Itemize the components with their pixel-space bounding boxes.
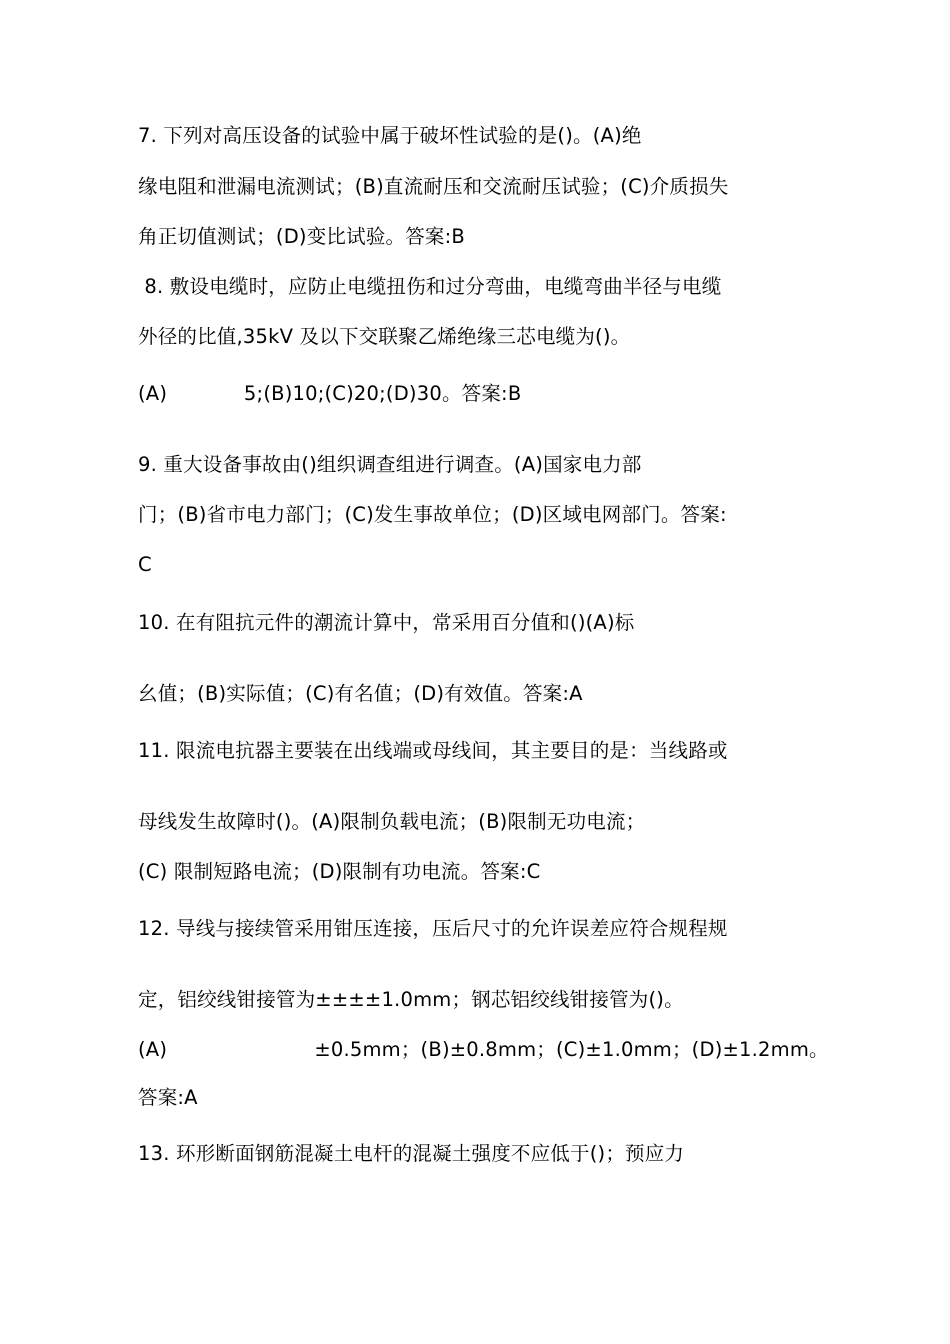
q12-line-1: 12. 导线与接续管采用钳压连接，压后尺寸的允许误差应符合规程规 xyxy=(138,917,728,940)
q8-line-2: 外径的比值,35kV 及以下交联聚乙烯绝缘三芯电缆为()。 xyxy=(138,325,631,348)
q8-line-3: (A) 5;(B)10;(C)20;(D)30。答案:B xyxy=(138,382,522,405)
q13-line-1: 13. 环形断面钢筋混凝土电杆的混凝土强度不应低于()；预应力 xyxy=(138,1142,685,1165)
q11-line-1: 11. 限流电抗器主要装在出线端或母线间，其主要目的是：当线路或 xyxy=(138,739,728,762)
q11-line-2: 母线发生故障时()。(A)限制负载电流；(B)限制无功电流； xyxy=(138,810,646,833)
q7-line-2: 缘电阻和泄漏电流测试；(B)直流耐压和交流耐压试验；(C)介质损失 xyxy=(138,175,729,198)
q12-line-4: 答案:A xyxy=(138,1086,198,1109)
q11-line-3: (C) 限制短路电流；(D)限制有功电流。答案:C xyxy=(138,860,541,883)
q9-line-3: C xyxy=(138,553,152,576)
q7-line-1: 7. 下列对高压设备的试验中属于破坏性试验的是()。(A)绝 xyxy=(138,124,642,147)
q7-line-3: 角正切值测试；(D)变比试验。答案:B xyxy=(138,225,465,248)
q10-line-1: 10. 在有阻抗元件的潮流计算中，常采用百分值和()(A)标 xyxy=(138,611,635,634)
q12-line-2: 定，铝绞线钳接管为±±±±1.0mm；钢芯铝绞线钳接管为()。 xyxy=(138,988,684,1011)
q8-line-1: 8. 敷设电缆时，应防止电缆扭伤和过分弯曲，电缆弯曲半径与电缆 xyxy=(138,275,722,298)
q12-line-3: (A) ±0.5mm；(B)±0.8mm；(C)±1.0mm；(D)±1.2mm。 xyxy=(138,1038,829,1061)
q9-line-1: 9. 重大设备事故由()组织调查组进行调查。(A)国家电力部 xyxy=(138,453,642,476)
q9-line-2: 门；(B)省市电力部门；(C)发生事故单位；(D)区域电网部门。答案: xyxy=(138,503,727,526)
q10-line-2: 幺值；(B)实际值；(C)有名值；(D)有效值。答案:A xyxy=(138,682,583,705)
